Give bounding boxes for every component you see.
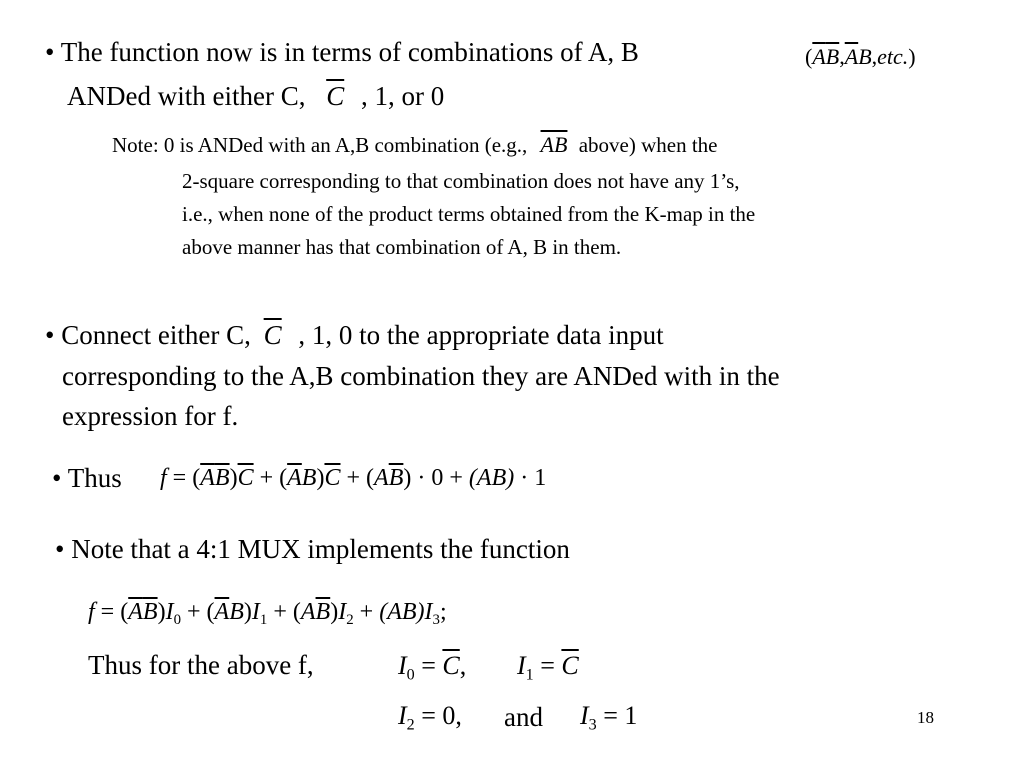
bullet-1-line-2-b: , 1, or 0 (360, 81, 445, 111)
bullet-3 (52, 462, 122, 494)
i-symbol: I (424, 599, 433, 625)
a-symbol: A (300, 599, 316, 625)
bullet-1-line-2-a: ANDed with either C, (67, 81, 306, 111)
note-line-3: i.e., when none of the product terms obtained from the K-map in the (182, 202, 756, 226)
thus-for-line (88, 649, 314, 681)
i-symbol: I (517, 651, 526, 680)
b-bar: $\overline{B}$ (142, 599, 158, 625)
a-symbol: A (374, 465, 389, 491)
note-a-bar: A (540, 132, 554, 157)
b-symbol: B (229, 599, 244, 625)
subscript: 2 (406, 716, 415, 734)
b-bar: $\overline{B}$ (315, 599, 331, 625)
paren: ) (229, 465, 238, 491)
plus: + (253, 465, 280, 491)
i-symbol: I (580, 701, 589, 730)
times-one: · 1 (514, 465, 547, 491)
comma-2: , (871, 44, 878, 69)
subscript: 0 (173, 612, 181, 629)
paren-close: ) (908, 44, 916, 69)
equals: = (414, 651, 443, 680)
page-number: 18 (917, 708, 934, 727)
subscript: 3 (432, 612, 440, 629)
i2-assignment (398, 700, 462, 742)
bullet-2-text-a: Connect either C, (61, 320, 251, 350)
bullet-2-line-1 (45, 319, 664, 351)
plus: + (443, 465, 469, 491)
bullet-2-marker: • (45, 320, 55, 350)
equals-one: = 1 (596, 701, 638, 730)
f-symbol: f (160, 465, 167, 491)
a-bar: $\overline{A}$ (812, 44, 826, 69)
subscript: 1 (525, 666, 534, 684)
bullet-2-line-2: corresponding to the A,B combination they are ANDed with in the (62, 361, 780, 391)
plus: + (181, 599, 207, 625)
comma: , (459, 651, 467, 680)
etc-text: etc. (877, 44, 909, 69)
i-symbol: I (398, 651, 407, 680)
bullet-1-math (805, 44, 916, 70)
thus-label: Thus (67, 463, 122, 493)
equals: = (94, 599, 121, 625)
a-bar: $\overline{A}$ (214, 599, 230, 625)
c-bar: $\overline{C}$ (324, 465, 341, 491)
paren: ) (403, 465, 412, 491)
paren: ) (243, 599, 252, 625)
comma: , (839, 44, 845, 69)
i1-assignment (517, 650, 579, 692)
a-bar: $\overline{A}$ (128, 599, 143, 625)
note-line-1 (112, 132, 717, 158)
bullet-3-marker: • (52, 463, 62, 493)
ab-term: (AB) (379, 599, 425, 625)
subscript: 3 (588, 716, 597, 734)
paren: ) (157, 599, 166, 625)
note-text-b: above) when the (578, 133, 718, 157)
equals: = (166, 465, 193, 491)
bullet-1-marker: • (45, 37, 55, 67)
thus-for-text: Thus for the above f, (88, 650, 314, 680)
i3-assignment (580, 700, 637, 742)
note-line-2: 2-square corresponding to that combination does not have any 1’s, (182, 169, 740, 193)
bullet-2-text-b: , 1, 0 to the appropriate data input (298, 320, 664, 350)
b-bar: $\overline{B}$ (388, 465, 404, 491)
bullet-2-line-3: expression for f. (62, 401, 239, 431)
ab-term: (AB) (468, 465, 515, 491)
paren: ( (366, 465, 375, 491)
mux-equation (88, 596, 447, 636)
and-text: and (504, 702, 543, 732)
note-b-bar: B (554, 132, 568, 157)
bullet-4-marker: • (55, 534, 65, 564)
plus: + (353, 599, 380, 625)
b-bar: $\overline{B}$ (214, 465, 230, 491)
b-bar: $\overline{B}$ (825, 44, 840, 69)
c-bar: $\overline{C}$ (561, 651, 579, 680)
i-symbol: I (398, 701, 407, 730)
paren: ( (120, 599, 129, 625)
equals: = (533, 651, 562, 680)
i-symbol: I (338, 599, 347, 625)
subscript: 2 (346, 612, 354, 629)
b-symbol: B (301, 465, 317, 491)
i-symbol: I (251, 599, 260, 625)
times-zero: · 0 (411, 465, 444, 491)
bullet-1-line-1 (45, 36, 639, 68)
note-line-4: above manner has that combination of A, B in them. (182, 235, 622, 259)
note-text-a: Note: 0 is ANDed with an A,B combination (e.g., (112, 133, 528, 157)
bullet-4 (55, 533, 570, 565)
bullet-1-line-2 (67, 80, 444, 112)
c-bar: $\overline{C}$ (442, 651, 460, 680)
b-plain: B (858, 44, 872, 69)
f-symbol: f (88, 599, 95, 625)
plus: + (340, 465, 367, 491)
c-bar-2: $\overline{C}$ (263, 320, 282, 350)
subscript: 0 (406, 666, 415, 684)
semicolon: ; (439, 599, 447, 625)
bullet-1-text: The function now is in terms of combinations of A, B (60, 37, 639, 67)
a-bar-2: $\overline{A}$ (844, 44, 859, 69)
paren: ) (330, 599, 339, 625)
c-bar: $\overline{C}$ (237, 465, 254, 491)
paren: ) (316, 465, 325, 491)
plus: + (267, 599, 293, 625)
a-bar: $\overline{A}$ (200, 465, 215, 491)
paren: ( (292, 599, 301, 625)
a-bar: $\overline{A}$ (287, 465, 302, 491)
subscript: 1 (259, 612, 268, 629)
paren: ( (279, 465, 288, 491)
thus-equation (160, 463, 546, 493)
paren: ( (192, 465, 201, 491)
c-bar: $\overline{C}$ (326, 81, 345, 111)
i0-assignment (398, 650, 466, 692)
equals-zero: = 0, (414, 701, 462, 730)
paren: ( (206, 599, 215, 625)
i-symbol: I (165, 599, 174, 625)
bullet-4-text: Note that a 4:1 MUX implements the function (71, 534, 570, 564)
paren-open: ( (805, 44, 813, 69)
